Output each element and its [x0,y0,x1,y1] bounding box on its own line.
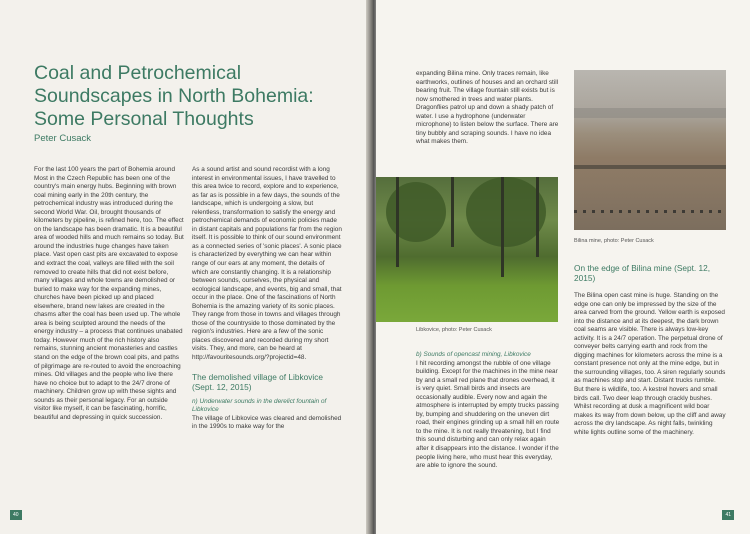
right-column-1-top [416,70,560,147]
bilina-mine-photo [574,70,726,230]
right-column-1-bottom [416,351,560,471]
sound-art-paragraph: As a sound artist and sound recordist with a long interest in environmental issues, I have travelled to this area twice to record, explore and to experience, as far as is possible in a few days, the sounds of the landscape, which is undergoing a slow, but relentless, transformation to satisfy the energy and petrochemical demands of economic policies made in distant capitals and populations far from the region itself. It is possible to think of our sound environment as a connected series of 'sonic places'. A sonic place is characterized by everything we can hear within range of our ears at any moment, the details of which are constantly changing. It is a relationship between sounds, ourselves, the physical and ecological landscape, and events, big and small, that occur in the place. One of the fascinations of North Bohemia is the amazing variety of its sonic places. They range from those in towns and villages through those of the countryside to those dominated by the region's industries. Here are a few of the sonic places discovered and recorded during my short visits. They, and more, can be heard at http://favouritesounds.org/?projectid=48. [192,166,342,362]
right-page [376,0,750,534]
photo-caption-bilina: Bilina mine, photo: Peter Cusack [574,238,654,244]
title-line-3: Some Personal Thoughts [34,108,254,130]
opencast-paragraph: I hit recording amongst the rubble of one village building. Except for the machines in the mine near by and a small red plane that drones overhead, it is very quiet. Small birds and insects are occasionally audible. Every now and again the atmosphere is interrupted by empty trucks passing by, bumping and shuddering on the uneven dirt road, their engines grinding up a small hill en route to the mine. It is not really threatening, but I find this sound disturbing and can only relax again after it disappears into the distance. I wonder if the people living here, who must hear this everyday, are able to ignore the sound. [416,359,560,470]
section-heading-libkovice: The demolished village of Libkovice (Sept. 12, 2015) [192,371,323,392]
left-column-1 [34,166,184,422]
right-column-2 [574,292,726,437]
article-title [34,62,354,131]
sound-caption-a: n) Underwater sounds in the derelict fountain of Libkovice [192,397,327,414]
sound-caption-b: b) Sounds of opencast mining, Libkovice [416,351,531,358]
left-page [0,0,372,534]
title-line-2: Soundscapes in North Bohemia: [34,85,314,107]
title-line-1: Coal and Petrochemical [34,62,242,84]
page-number-left: 40 [10,510,22,520]
author-name: Peter Cusack [34,133,92,144]
left-column-2 [192,166,342,432]
intro-paragraph: For the last 100 years the part of Bohemia around Most in the Czech Republic has been one of the country's main energy hubs. Beginning with brown coal mining early in the 20th century, the petrochemical industry was introduced during the second World War. Oil, brought thousands of kilometers by pipeline, is refined here, too. The effect on the landscape has been dramatic. It is a beautiful area of wooded hills and much remains so today. But around the industries huge changes have taken place. Vast open cast pits are excavated to expose and extract the coal, valleys are filled with the soil removed to create hills that did not exist before, many villages and whole towns are demolished or buried to make way for the expanding mines, churches have been picked up and placed elsewhere, brand new lakes are created in the chasms after the coal has been used up. The whole area is being sculpted around the needs of the energy industry – a process that continues unabated today. However much of the rich history also remains, stunning ancient monasteries and castles stand on the edge of the brown coal pits, and paths of pilgrimage are re-routed to avoid the encroaching mines. Old villages and the people who live there have no choice but to adapt to the 24/7 drone of machinery. Children grow up with these sights and sounds as their personal legacy. For an outside visitor like myself, it can be fascinating, horrific, beautiful and depressing in quick succession. [34,166,184,421]
libkovice-fountain-photo [376,177,558,322]
libkovice-paragraph-cont: expanding Bilina mine. Only traces remain, like earthworks, outlines of houses and an orchard still bearing fruit. The village fountain still exists but is now smothered in trees and water plants. Dragonflies patrol up and down a shady patch of water. I use a hydrophone (underwater microphone) to listen below the surface. There are tiny bubbly and scraping sounds. I have no idea what makes them. [416,70,559,146]
page-number-right: 41 [722,510,734,520]
libkovice-paragraph-start: The village of Libkovice was cleared and demolished in the 1990s to make way for the [192,414,342,431]
photo-caption-libkovice: Libkovice, photo: Peter Cusack [416,327,492,333]
bilina-paragraph: The Bilina open cast mine is huge. Standing on the edge one can only be impressed by the size of the area carved from the ground. Yellow earth is exposed into the distance and at its deepest, the dark brown coal seams are visible. There is always low-key activity. It is a 24/7 operation. The perpetual drone of conveyer belts carrying earth and rock from the digging machines for kilometers across the mine is a constant presence not only at the mine edge, but in the surrounding villages, too. A siren regularly sounds as machines stop and start. Distant trucks rumble. But there is wildlife, too. A kestrel hovers and small birds call. Two deer leap through crackly bushes. Whilst recording at dusk a magnificent wild boar makes its way from down below, up the cliff and away across the dry landscape. As night falls, twinkling white lights outline some of the machinery. [574,292,726,436]
section-heading-bilina: On the edge of Bilina mine (Sept. 12, 2015) [574,263,711,283]
